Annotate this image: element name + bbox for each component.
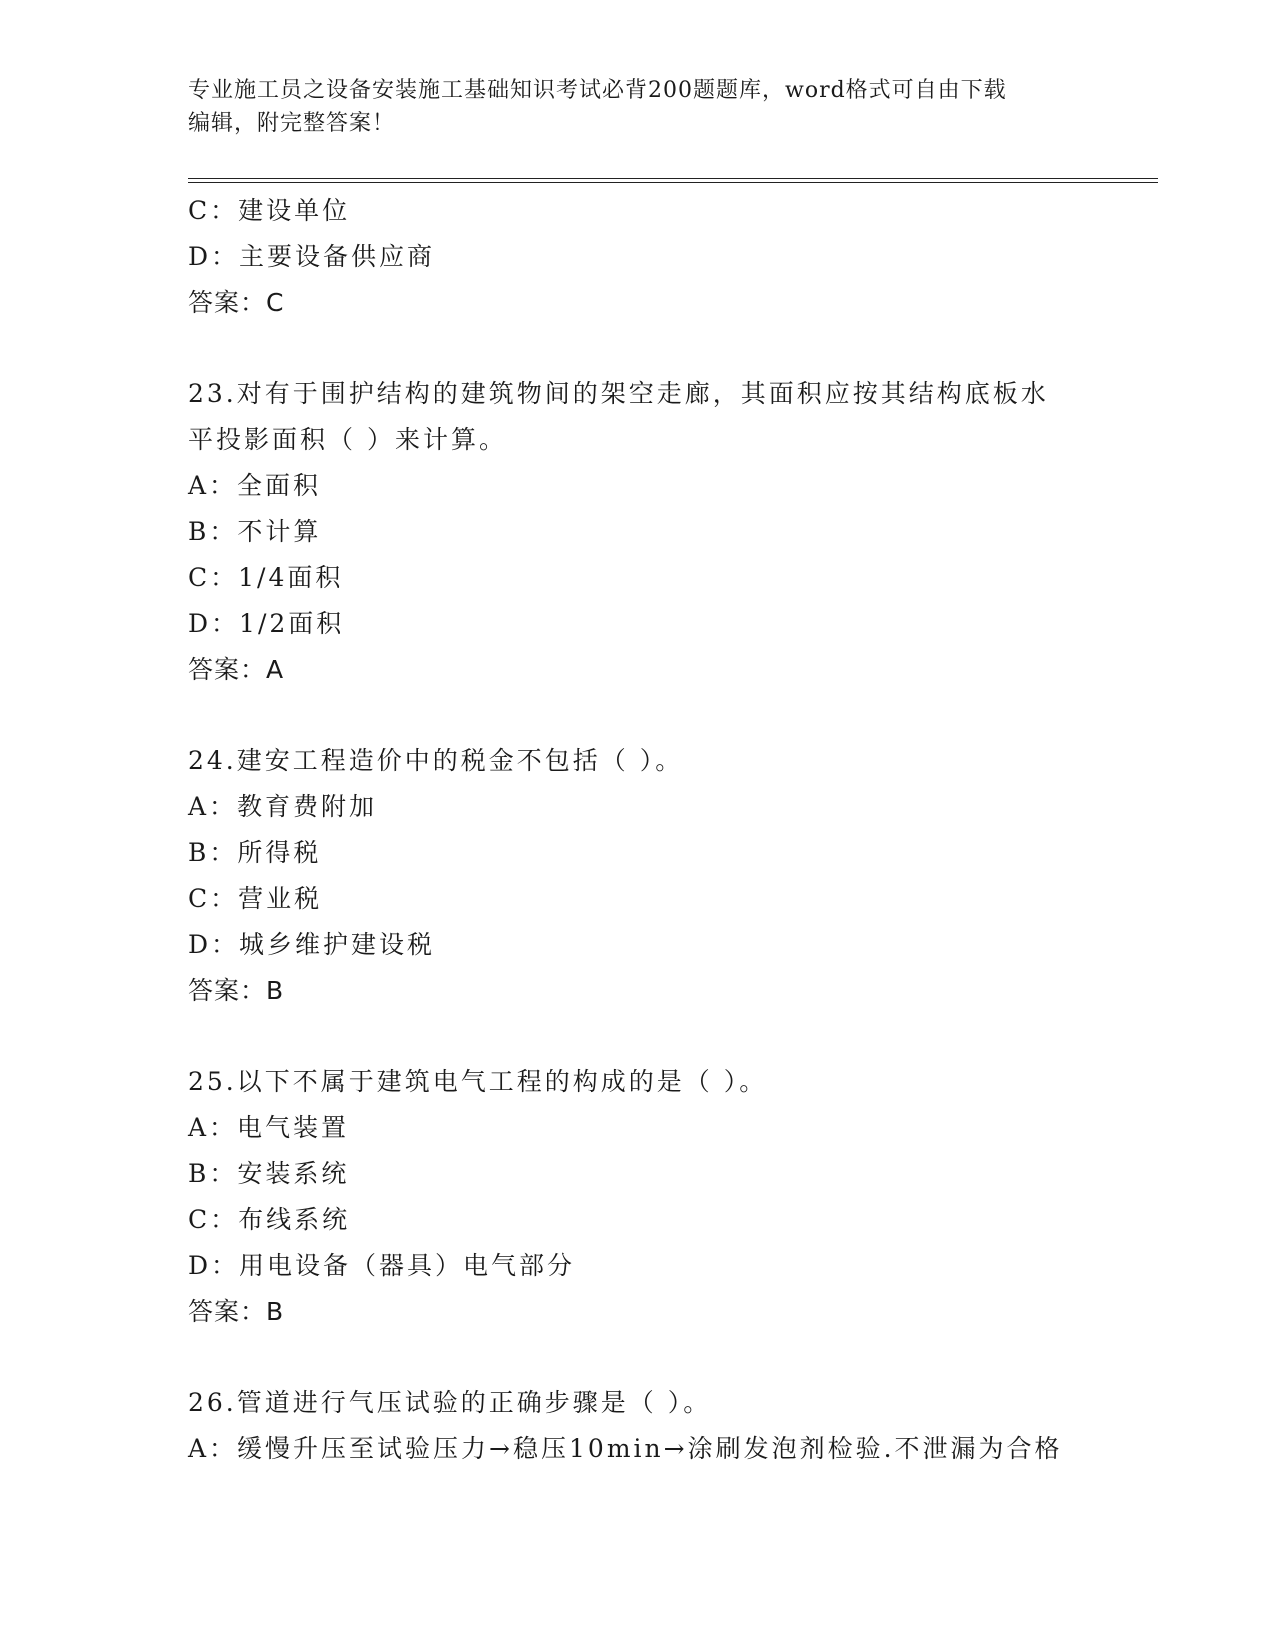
answer-line: 答案：A xyxy=(188,655,285,684)
header-line-1: 专业施工员之设备安装施工基础知识考试必背200题题库，word格式可自由下载 xyxy=(188,78,1007,103)
option-a: A：教育费附加 xyxy=(188,792,378,821)
question-text: 26.管道进行气压试验的正确步骤是（ ）。 xyxy=(188,1388,712,1417)
question-26 xyxy=(188,1380,1158,1472)
option-d: D：主要设备供应商 xyxy=(188,242,436,271)
answer-line: 答案：C xyxy=(188,288,285,317)
question-23 xyxy=(188,371,1158,693)
document-header xyxy=(188,74,1088,140)
question-25 xyxy=(188,1059,1158,1335)
question-24 xyxy=(188,738,1158,1014)
option-a: A：电气装置 xyxy=(188,1113,350,1142)
header-divider xyxy=(188,178,1158,183)
option-c: C：1/4面积 xyxy=(188,563,344,592)
option-b: B：不计算 xyxy=(188,517,322,546)
option-d: D：城乡维护建设税 xyxy=(188,930,436,959)
answer-line: 答案：B xyxy=(188,976,285,1005)
header-line-2: 编辑，附完整答案！ xyxy=(188,111,396,136)
option-b: B：安装系统 xyxy=(188,1159,350,1188)
option-a: A：全面积 xyxy=(188,471,322,500)
question-text: 25.以下不属于建筑电气工程的构成的是（ ）。 xyxy=(188,1067,768,1096)
question-text-line-1: 23.对有于围护结构的建筑物间的架空走廊，其面积应按其结构底板水 xyxy=(188,379,1049,408)
option-d: D：1/2面积 xyxy=(188,609,345,638)
option-a: A：缓慢升压至试验压力→稳压10min→涂刷发泡剂检验.不泄漏为合格 xyxy=(188,1434,1063,1463)
option-d: D：用电设备（器具）电气部分 xyxy=(188,1251,576,1280)
document-body xyxy=(188,188,1158,1472)
option-c: C：营业税 xyxy=(188,884,323,913)
question-text-line-2: 平投影面积（ ）来计算。 xyxy=(188,425,507,454)
question-text: 24.建安工程造价中的税金不包括（ ）。 xyxy=(188,746,684,775)
option-c: C：建设单位 xyxy=(188,196,351,225)
option-b: B：所得税 xyxy=(188,838,322,867)
question-22-tail xyxy=(188,188,1158,326)
answer-line: 答案：B xyxy=(188,1297,285,1326)
option-c: C：布线系统 xyxy=(188,1205,351,1234)
